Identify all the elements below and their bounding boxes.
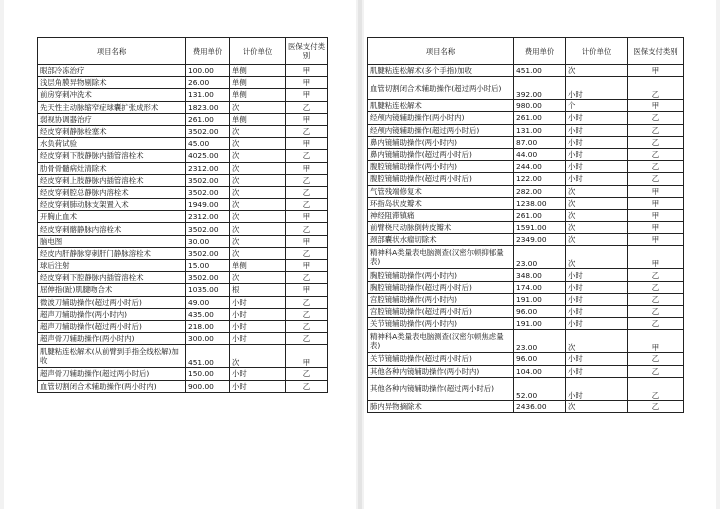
cell-item-name: 经皮穿刺上肢静脉内插管溶栓术	[38, 174, 186, 186]
cell-item-name: 超声刀辅助操作(超过两小时后)	[38, 320, 186, 332]
cell-category: 乙	[286, 150, 328, 162]
cell-unit: 小时	[566, 136, 628, 148]
cell-item-name: 经皮穿刺腔总静脉内溶栓术	[38, 186, 186, 198]
table-row	[368, 77, 684, 100]
cell-unit: 次	[566, 330, 628, 353]
cell-item-name: 胸腔镜辅助操作(超过两小时后)	[368, 281, 514, 293]
cell-unit: 次	[230, 223, 286, 235]
cell-category: 乙	[286, 174, 328, 186]
cell-fee: 49.00	[186, 296, 230, 308]
cell-fee: 44.00	[514, 148, 566, 160]
cell-category: 甲	[286, 65, 328, 77]
cell-fee: 261.00	[514, 112, 566, 124]
table-row	[368, 353, 684, 365]
cell-unit: 次	[230, 138, 286, 150]
cell-item-name: 肋骨骨髓病灶清除术	[38, 162, 186, 174]
cell-unit: 次	[230, 101, 286, 113]
table-row	[368, 136, 684, 148]
cell-fee: 900.00	[186, 380, 230, 392]
cell-fee: 3502.00	[186, 174, 230, 186]
table-row	[368, 400, 684, 412]
table-row	[38, 320, 328, 332]
cell-item-name: 前臂桡尺动脉倒转皮瓣术	[368, 222, 514, 234]
cell-item-name: 经皮穿刺下腔静脉内插管溶栓术	[38, 272, 186, 284]
table-row	[38, 65, 328, 77]
cell-category: 甲	[286, 284, 328, 296]
cell-item-name: 经皮穿刺肺动脉支架置入术	[38, 199, 186, 211]
cell-item-name: 其他各种内镜辅助操作(超过两小时后)	[368, 377, 514, 400]
cell-category: 乙	[286, 308, 328, 320]
table-row	[38, 150, 328, 162]
cell-fee: 3502.00	[186, 125, 230, 137]
cell-unit: 次	[566, 185, 628, 197]
table-row	[368, 209, 684, 221]
cell-category: 乙	[628, 173, 684, 185]
header-category: 医保支付类别	[286, 38, 328, 65]
cell-unit: 次	[566, 222, 628, 234]
cell-unit: 小时	[566, 161, 628, 173]
cell-item-name: 肌腱粘连松解术(从前臂到手指全线松解)加收	[38, 345, 186, 368]
cell-category: 乙	[286, 368, 328, 380]
cell-item-name: 神经阻滞镇痛	[368, 209, 514, 221]
cell-item-name: 鼻内镜辅助操作(两小时内)	[368, 136, 514, 148]
table-row	[368, 365, 684, 377]
cell-fee: 261.00	[186, 113, 230, 125]
cell-fee: 100.00	[186, 65, 230, 77]
cell-unit: 次	[230, 247, 286, 259]
cell-category: 乙	[286, 186, 328, 198]
table-row	[38, 380, 328, 392]
cell-category: 甲	[628, 246, 684, 269]
cell-unit: 次	[230, 125, 286, 137]
table-header-row	[38, 38, 328, 65]
cell-category: 乙	[628, 112, 684, 124]
table-row	[38, 272, 328, 284]
cell-unit: 次	[566, 400, 628, 412]
cell-item-name: 球后注射	[38, 260, 186, 272]
cell-unit: 次	[230, 272, 286, 284]
cell-item-name: 肌腱粘连松解术(多个手指)加收	[368, 65, 514, 77]
cell-unit: 次	[566, 234, 628, 246]
cell-item-name: 经颅内镜辅助操作(超过两小时后)	[368, 124, 514, 136]
cell-item-name: 关节镜辅助操作(超过两小时后)	[368, 353, 514, 365]
cell-category: 乙	[628, 148, 684, 160]
cell-category: 乙	[286, 272, 328, 284]
cell-item-name: 腹腔镜辅助操作(两小时内)	[368, 161, 514, 173]
cell-category: 乙	[628, 293, 684, 305]
cell-fee: 23.00	[514, 246, 566, 269]
cell-fee: 435.00	[186, 308, 230, 320]
cell-item-name: 脑电图	[38, 235, 186, 247]
cell-fee: 2436.00	[514, 400, 566, 412]
table-row	[368, 246, 684, 269]
cell-item-name: 经皮穿刺下肢静脉内插管溶栓术	[38, 150, 186, 162]
table-row	[368, 377, 684, 400]
cell-unit: 次	[230, 186, 286, 198]
cell-item-name: 眼部冷冻治疗	[38, 65, 186, 77]
fee-table-right	[367, 37, 684, 413]
cell-unit: 小时	[230, 296, 286, 308]
table-row	[368, 173, 684, 185]
cell-item-name: 前房穿刺冲洗术	[38, 89, 186, 101]
cell-category: 乙	[628, 377, 684, 400]
table-row	[368, 269, 684, 281]
cell-unit: 小时	[566, 365, 628, 377]
cell-fee: 3502.00	[186, 186, 230, 198]
table-row	[368, 100, 684, 112]
table-body-left	[38, 65, 328, 393]
cell-item-name: 弱视协调器治疗	[38, 113, 186, 125]
cell-category: 甲	[286, 89, 328, 101]
cell-category: 乙	[628, 365, 684, 377]
cell-unit: 小时	[566, 353, 628, 365]
cell-category: 甲	[628, 65, 684, 77]
cell-fee: 2349.00	[514, 234, 566, 246]
header-fee: 费用单价	[186, 38, 230, 65]
cell-category: 甲	[628, 222, 684, 234]
table-row	[38, 89, 328, 101]
cell-fee: 218.00	[186, 320, 230, 332]
table-row	[368, 318, 684, 330]
cell-category: 甲	[286, 260, 328, 272]
page-right	[364, 0, 716, 509]
cell-item-name: 精神科A类量表电脑测查(汉密尔顿抑郁量表)	[368, 246, 514, 269]
cell-unit: 小时	[566, 173, 628, 185]
table-row	[38, 333, 328, 345]
cell-item-name: 经皮穿刺静脉栓塞术	[38, 125, 186, 137]
cell-category: 甲	[286, 77, 328, 89]
cell-item-name: 气管残端修复术	[368, 185, 514, 197]
cell-unit: 小时	[566, 148, 628, 160]
cell-category: 乙	[286, 199, 328, 211]
header-category: 医保支付类别	[628, 38, 684, 65]
cell-fee: 244.00	[514, 161, 566, 173]
header-unit: 计价单位	[566, 38, 628, 65]
table-row	[368, 330, 684, 353]
cell-unit: 次	[230, 199, 286, 211]
table-row	[38, 345, 328, 368]
cell-item-name: 浅层角膜异物剔除术	[38, 77, 186, 89]
cell-category: 甲	[286, 211, 328, 223]
cell-item-name: 精神科A类量表电脑测查(汉密尔顿焦虑量表)	[368, 330, 514, 353]
cell-unit: 次	[230, 211, 286, 223]
cell-fee: 191.00	[514, 318, 566, 330]
table-row	[368, 293, 684, 305]
cell-item-name: 超声骨刀辅助操作(超过两小时后)	[38, 368, 186, 380]
cell-unit: 个	[566, 100, 628, 112]
table-row	[368, 161, 684, 173]
cell-unit: 次	[566, 197, 628, 209]
cell-category: 甲	[286, 138, 328, 150]
cell-item-name: 肺内异物摘除术	[368, 400, 514, 412]
cell-fee: 2312.00	[186, 211, 230, 223]
cell-unit: 次	[566, 246, 628, 269]
cell-fee: 3502.00	[186, 272, 230, 284]
cell-unit: 小时	[230, 320, 286, 332]
cell-category: 乙	[628, 269, 684, 281]
cell-category: 乙	[286, 223, 328, 235]
cell-unit: 小时	[230, 333, 286, 345]
table-row	[38, 186, 328, 198]
cell-item-name: 环指岛状皮瓣术	[368, 197, 514, 209]
cell-fee: 131.00	[186, 89, 230, 101]
table-row	[38, 284, 328, 296]
cell-category: 甲	[628, 209, 684, 221]
header-name: 项目名称	[368, 38, 514, 65]
cell-unit: 单侧	[230, 77, 286, 89]
table-row	[368, 197, 684, 209]
cell-unit: 小时	[230, 308, 286, 320]
cell-fee: 96.00	[514, 306, 566, 318]
cell-category: 甲	[628, 185, 684, 197]
cell-category: 乙	[628, 124, 684, 136]
cell-fee: 131.00	[514, 124, 566, 136]
cell-unit: 次	[230, 174, 286, 186]
cell-item-name: 先天性主动脉缩窄症球囊扩张成形术	[38, 101, 186, 113]
cell-fee: 1591.00	[514, 222, 566, 234]
cell-fee: 1823.00	[186, 101, 230, 113]
cell-category: 甲	[286, 113, 328, 125]
table-row	[368, 222, 684, 234]
cell-unit: 单侧	[230, 113, 286, 125]
cell-fee: 1035.00	[186, 284, 230, 296]
cell-item-name: 宫腔镜辅助操作(两小时内)	[368, 293, 514, 305]
table-row	[38, 223, 328, 235]
cell-fee: 23.00	[514, 330, 566, 353]
cell-item-name: 颈部囊状水瘤切除术	[368, 234, 514, 246]
cell-fee: 174.00	[514, 281, 566, 293]
header-unit: 计价单位	[230, 38, 286, 65]
cell-fee: 104.00	[514, 365, 566, 377]
cell-fee: 30.00	[186, 235, 230, 247]
cell-category: 甲	[628, 234, 684, 246]
cell-unit: 小时	[566, 269, 628, 281]
cell-fee: 26.00	[186, 77, 230, 89]
cell-item-name: 开胸止血术	[38, 211, 186, 223]
cell-unit: 单侧	[230, 260, 286, 272]
cell-category: 乙	[286, 380, 328, 392]
table-row	[38, 162, 328, 174]
cell-unit: 小时	[566, 293, 628, 305]
cell-fee: 3502.00	[186, 247, 230, 259]
fee-table-left	[37, 37, 328, 393]
cell-category: 甲	[286, 345, 328, 368]
table-row	[38, 77, 328, 89]
table-row	[38, 296, 328, 308]
cell-unit: 小时	[566, 306, 628, 318]
cell-fee: 122.00	[514, 173, 566, 185]
cell-category: 乙	[628, 281, 684, 293]
cell-category: 乙	[286, 125, 328, 137]
cell-fee: 2312.00	[186, 162, 230, 174]
header-name: 项目名称	[38, 38, 186, 65]
cell-item-name: 经皮内肝静脉穿刺肝门静脉溶栓术	[38, 247, 186, 259]
table-row	[38, 247, 328, 259]
cell-category: 乙	[628, 318, 684, 330]
cell-category: 乙	[286, 333, 328, 345]
cell-category: 甲	[286, 162, 328, 174]
cell-unit: 小时	[566, 124, 628, 136]
page-divider	[358, 0, 362, 509]
cell-unit: 次	[566, 65, 628, 77]
table-row	[368, 306, 684, 318]
cell-fee: 191.00	[514, 293, 566, 305]
table-row	[368, 65, 684, 77]
cell-unit: 单侧	[230, 65, 286, 77]
cell-unit: 小时	[566, 281, 628, 293]
cell-item-name: 超声刀辅助操作(两小时内)	[38, 308, 186, 320]
cell-unit: 次	[230, 345, 286, 368]
cell-item-name: 水负荷试验	[38, 138, 186, 150]
cell-category: 乙	[628, 77, 684, 100]
cell-item-name: 腹腔镜辅助操作(超过两小时后)	[368, 173, 514, 185]
cell-category: 甲	[628, 197, 684, 209]
page-left	[4, 0, 356, 509]
cell-item-name: 超声骨刀辅助操作(两小时内)	[38, 333, 186, 345]
table-row	[38, 368, 328, 380]
cell-item-name: 关节镜辅助操作(两小时内)	[368, 318, 514, 330]
table-row	[368, 124, 684, 136]
cell-category: 甲	[628, 100, 684, 112]
cell-fee: 348.00	[514, 269, 566, 281]
table-row	[38, 125, 328, 137]
cell-unit: 次	[230, 235, 286, 247]
cell-fee: 96.00	[514, 353, 566, 365]
cell-unit: 次	[230, 162, 286, 174]
cell-unit: 小时	[230, 380, 286, 392]
cell-item-name: 胸腔镜辅助操作(两小时内)	[368, 269, 514, 281]
cell-category: 乙	[628, 161, 684, 173]
cell-item-name: 经颅内镜辅助操作(两小时内)	[368, 112, 514, 124]
cell-category: 乙	[628, 400, 684, 412]
table-row	[38, 308, 328, 320]
table-row	[368, 234, 684, 246]
cell-unit: 小时	[566, 377, 628, 400]
table-row	[38, 260, 328, 272]
cell-unit: 单侧	[230, 89, 286, 101]
cell-category: 甲	[286, 235, 328, 247]
cell-fee: 52.00	[514, 377, 566, 400]
cell-fee: 451.00	[186, 345, 230, 368]
cell-item-name: 其他各种内镜辅助操作(两小时内)	[368, 365, 514, 377]
cell-category: 乙	[628, 136, 684, 148]
cell-category: 乙	[628, 353, 684, 365]
cell-fee: 3502.00	[186, 223, 230, 235]
cell-fee: 451.00	[514, 65, 566, 77]
table-row	[38, 113, 328, 125]
table-row	[38, 138, 328, 150]
table-body-right	[368, 65, 684, 413]
cell-item-name: 屈伸指(趾)肌腱吻合术	[38, 284, 186, 296]
cell-fee: 282.00	[514, 185, 566, 197]
cell-unit: 根	[230, 284, 286, 296]
table-row	[368, 281, 684, 293]
table-row	[38, 101, 328, 113]
cell-fee: 392.00	[514, 77, 566, 100]
cell-fee: 87.00	[514, 136, 566, 148]
cell-unit: 小时	[566, 112, 628, 124]
cell-item-name: 经皮穿刺髂静脉内溶栓术	[38, 223, 186, 235]
cell-item-name: 鼻内镜辅助操作(超过两小时后)	[368, 148, 514, 160]
cell-fee: 980.00	[514, 100, 566, 112]
cell-category: 乙	[628, 306, 684, 318]
cell-fee: 261.00	[514, 209, 566, 221]
cell-category: 乙	[286, 296, 328, 308]
cell-item-name: 微波刀辅助操作(超过两小时后)	[38, 296, 186, 308]
cell-fee: 4025.00	[186, 150, 230, 162]
cell-unit: 次	[230, 150, 286, 162]
cell-fee: 45.00	[186, 138, 230, 150]
table-row	[368, 112, 684, 124]
cell-unit: 小时	[566, 77, 628, 100]
header-fee: 费用单价	[514, 38, 566, 65]
cell-item-name: 血管切割闭合术辅助操作(超过两小时后)	[368, 77, 514, 100]
table-row	[38, 174, 328, 186]
cell-unit: 小时	[566, 318, 628, 330]
table-header-row	[368, 38, 684, 65]
cell-item-name: 血管切割闭合术辅助操作(两小时内)	[38, 380, 186, 392]
cell-category: 乙	[286, 320, 328, 332]
cell-category: 甲	[628, 330, 684, 353]
table-row	[38, 235, 328, 247]
cell-fee: 150.00	[186, 368, 230, 380]
cell-fee: 1238.00	[514, 197, 566, 209]
table-row	[368, 185, 684, 197]
cell-unit: 小时	[230, 368, 286, 380]
cell-item-name: 宫腔镜辅助操作(超过两小时后)	[368, 306, 514, 318]
cell-unit: 次	[566, 209, 628, 221]
table-row	[38, 211, 328, 223]
table-row	[368, 148, 684, 160]
cell-category: 乙	[286, 101, 328, 113]
cell-fee: 300.00	[186, 333, 230, 345]
cell-fee: 1949.00	[186, 199, 230, 211]
cell-fee: 15.00	[186, 260, 230, 272]
table-row	[38, 199, 328, 211]
cell-category: 乙	[286, 247, 328, 259]
cell-item-name: 肌腱粘连松解术	[368, 100, 514, 112]
